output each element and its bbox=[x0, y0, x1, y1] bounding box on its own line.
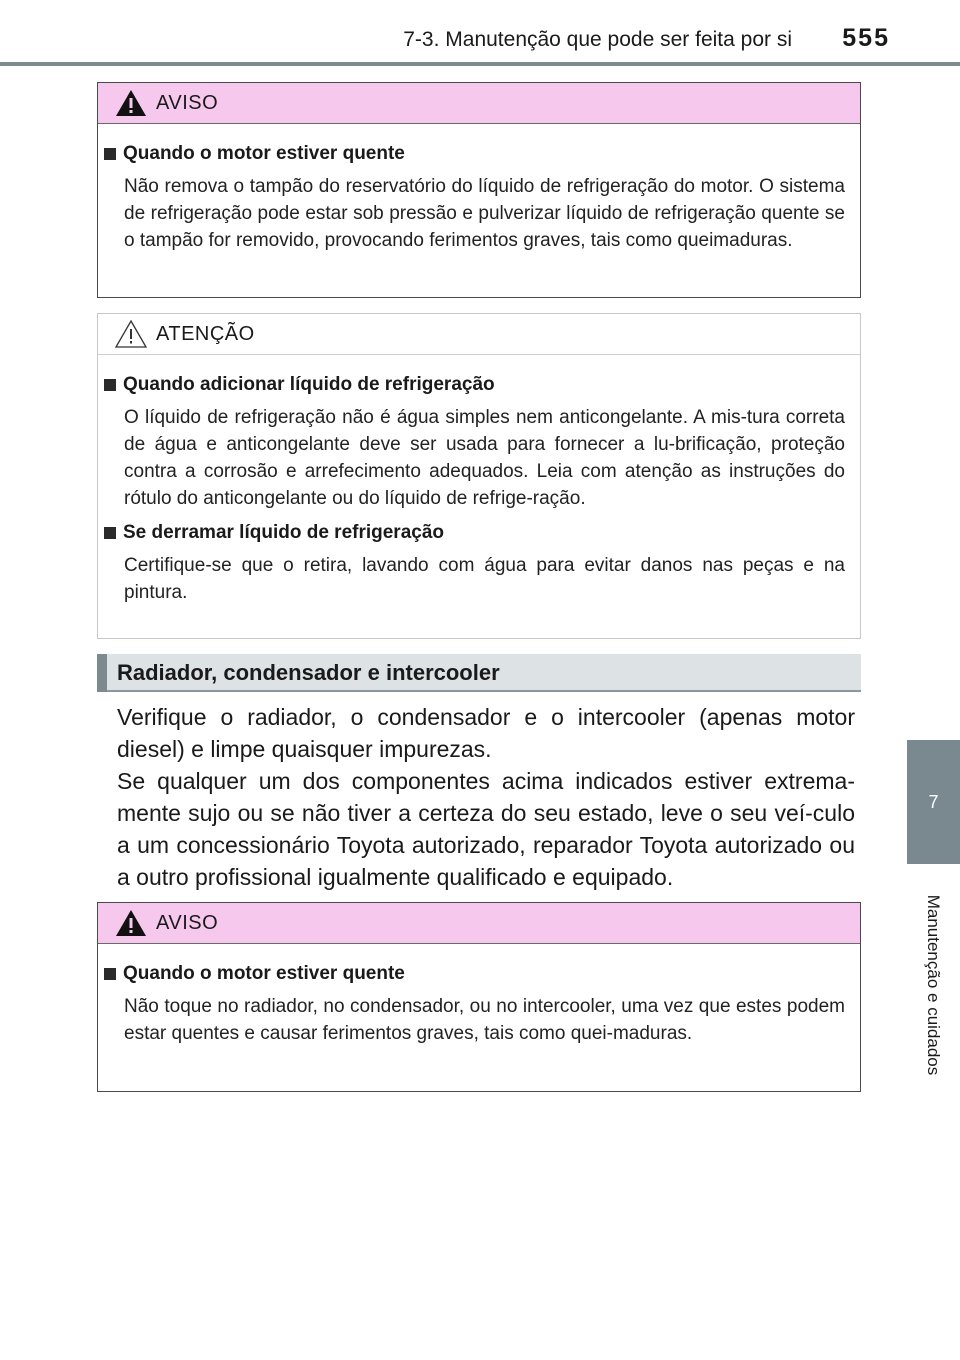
warning-box-body bbox=[98, 124, 860, 274]
caution-item bbox=[104, 520, 845, 606]
subsection-title: Radiador, condensador e intercooler bbox=[117, 660, 500, 685]
square-bullet-icon bbox=[104, 527, 116, 539]
caution-label: ATENÇÃO bbox=[156, 323, 255, 345]
caution-box-body bbox=[98, 355, 860, 626]
item-title-text: Quando o motor estiver quente bbox=[123, 963, 405, 984]
warning-triangle-icon bbox=[114, 88, 148, 118]
item-title bbox=[104, 141, 845, 167]
paragraph: Verifique o radiador, o condensador e o intercooler (apenas motor diesel) e limpe quaisquer impurezas. bbox=[117, 704, 855, 762]
caution-triangle-icon bbox=[114, 319, 148, 349]
square-bullet-icon bbox=[104, 968, 116, 980]
subsection-bar bbox=[97, 654, 107, 692]
square-bullet-icon bbox=[104, 148, 116, 160]
warning-box bbox=[97, 902, 861, 1092]
item-title bbox=[104, 520, 845, 546]
warning-box-header bbox=[98, 903, 860, 944]
warning-box bbox=[97, 82, 861, 298]
warning-item bbox=[104, 961, 845, 1047]
square-bullet-icon bbox=[104, 379, 116, 391]
caution-box bbox=[97, 313, 861, 639]
item-title-text: Quando o motor estiver quente bbox=[123, 143, 405, 164]
item-title-text: Quando adicionar líquido de refrigeração bbox=[123, 374, 495, 395]
warning-label: AVISO bbox=[156, 92, 219, 114]
chapter-tab bbox=[907, 740, 960, 864]
subsection-heading bbox=[97, 654, 861, 692]
item-text: O líquido de refrigeração não é água simples nem anticongelante. A mis-tura correta de água e anticongelante deve ser usada para fornecer a lu-brificação, proteção contra a corrosão e arrefecimento adequados. Leia com atenção as instruções do rótulo do anticongelante ou do líquido de refrige-ração. bbox=[124, 407, 845, 509]
page-header bbox=[0, 0, 960, 64]
chapter-number: 7 bbox=[928, 791, 939, 812]
warning-box-body bbox=[98, 944, 860, 1067]
warning-item bbox=[104, 141, 845, 254]
header-rule bbox=[0, 62, 960, 66]
section-title: 7-3. Manutenção que pode ser feita por si bbox=[403, 28, 792, 51]
item-title bbox=[104, 372, 845, 398]
warning-triangle-icon bbox=[114, 908, 148, 938]
page-number: 555 bbox=[842, 24, 890, 52]
item-text: Certifique-se que o retira, lavando com água para evitar danos nas peças e na pintura. bbox=[124, 555, 845, 603]
item-title bbox=[104, 961, 845, 987]
item-text: Não remova o tampão do reservatório do líquido de refrigeração do motor. O sistema de refrigeração pode estar sob pressão e pulverizar líquido de refrigeração quente se o tampão for removido, provocando ferimentos graves, tais como queimaduras. bbox=[124, 176, 845, 251]
item-text: Não toque no radiador, no condensador, ou no intercooler, uma vez que estes podem estar quentes e causar ferimentos graves, tais como quei-maduras. bbox=[124, 996, 845, 1044]
body-text bbox=[117, 701, 855, 893]
caution-box-header bbox=[98, 314, 860, 355]
caution-item bbox=[104, 372, 845, 512]
paragraph: Se qualquer um dos componentes acima indicados estiver extrema-mente sujo ou se não tiver a certeza do seu estado, leve o seu veí-culo a um concessionário Toyota autorizado, reparador Toyota autorizado ou a outro profissional igualmente qualificado e equipado. bbox=[117, 768, 855, 890]
chapter-label: Manutenção e cuidados bbox=[924, 894, 943, 1076]
item-title-text: Se derramar líquido de refrigeração bbox=[123, 522, 445, 543]
warning-label: AVISO bbox=[156, 912, 219, 934]
warning-box-header bbox=[98, 83, 860, 124]
